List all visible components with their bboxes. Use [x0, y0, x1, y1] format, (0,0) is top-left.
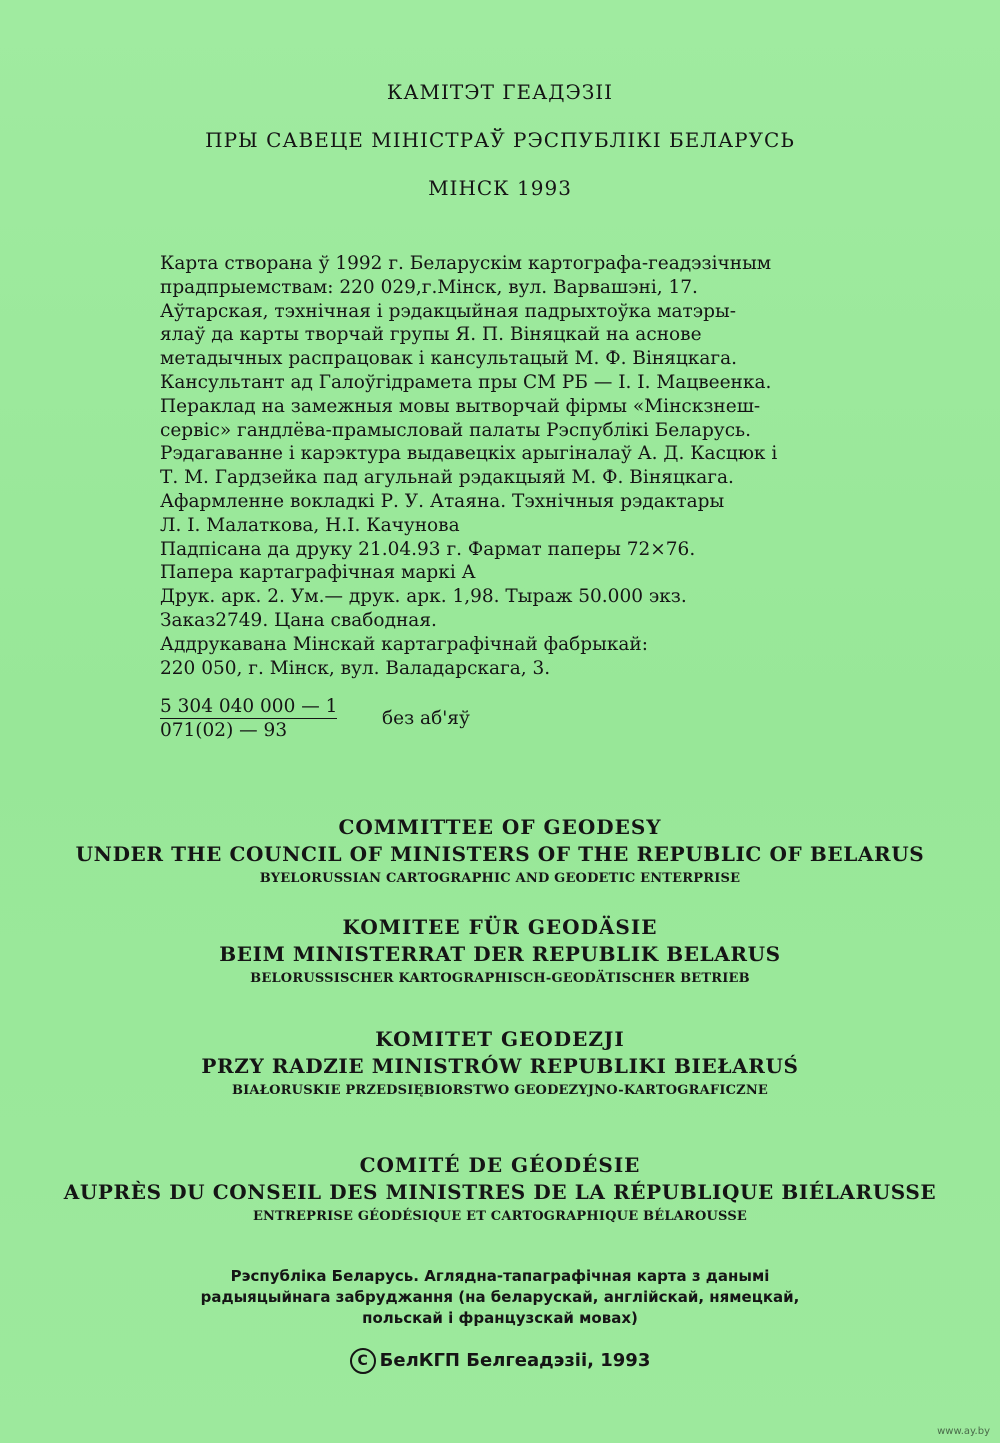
copyright-line [0, 1348, 1000, 1374]
catalog-index-fraction [160, 696, 470, 741]
german-block [0, 914, 1000, 990]
polish-subtitle: PRZY RADZIE MINISTRÓW REPUBLIKI BIEŁARUŚ [201, 1054, 799, 1078]
fraction-note: без аб'яў [382, 708, 470, 729]
imprint-line: Л. І. Малаткова, Н.І. Качунова [160, 514, 460, 536]
french-block [0, 1152, 1000, 1228]
imprint-line: Аўтарская, тэхнічная і рэдакцыйная падрыхтоўка матэры- [160, 300, 736, 322]
english-block [0, 814, 1000, 890]
imprint-line: Аддрукавана Мінскай картаграфічнай фабрыкай: [160, 633, 648, 655]
fraction-denominator: 071(02) — 93 [160, 720, 288, 741]
imprint-line: Афармленне вокладкі Р. У. Атаяна. Тэхнічныя рэдактары [160, 490, 725, 512]
fraction-numerator: 5 304 040 000 — 1 [160, 696, 338, 717]
imprint-line: Карта створана ў 1992 г. Беларускім картографа-геадэзічным [160, 253, 772, 274]
header-committee: КАМІТЭТ ГЕАДЭЗІІ [386, 80, 614, 104]
description-line: польскай і французскай мовах) [362, 1309, 638, 1327]
imprint-line: Падпісана да друку 21.04.93 г. Фармат паперы 72×76. [160, 538, 696, 560]
imprint-line: Рэдагаванне і карэктура выдавецкіх арыгіналаў А. Д. Касцюк і [160, 443, 778, 465]
french-title: COMITÉ DE GÉODÉSIE [359, 1153, 641, 1177]
imprint-line: Т. М. Гардзейка пад агульнай рэдакцыяй М. Ф. Віняцкага. [160, 467, 734, 489]
imprint-line: Кансультант ад Галоўгідрамета пры СМ РБ — І. І. Мацвеенка. [160, 371, 772, 393]
header-council: ПРЫ САВЕЦЕ МІНІСТРАЎ РЭСПУБЛІКІ БЕЛАРУСЬ [205, 128, 795, 152]
imprint-line: ялаў да карты творчай групы Я. П. Віняцкай на аснове [160, 324, 702, 346]
polish-block [0, 1026, 1000, 1102]
english-title: COMMITTEE OF GEODESY [338, 815, 662, 839]
map-description [0, 1266, 1000, 1329]
watermark-text: www.ay.by [937, 1426, 990, 1437]
imprint-line: прадпрыемствам: 220 029,г.Мінск, вул. Варвашэні, 17. [160, 276, 698, 298]
imprint-line: сервіс» гандлёва-прамысловай палаты Рэспублікі Беларусь. [160, 419, 752, 441]
imprint-line: Папера картаграфічная маркі А [160, 562, 476, 584]
imprint-line: метадычных распрацовак і кансультацый М. Ф. Віняцкага. [160, 348, 737, 370]
imprint-line: Заказ2749. Цана свабодная. [160, 609, 437, 631]
french-enterprise: ENTREPRISE GÉODÉSIQUE ET CARTOGRAPHIQUE BÉLAROUSSE [252, 1209, 748, 1224]
imprint-block [160, 252, 950, 680]
description-line: радыяцыйнага забруджання (на беларускай, англійскай, нямецкай, [200, 1288, 800, 1306]
french-subtitle: AUPRÈS DU CONSEIL DES MINISTRES DE LA RÉPUBLIQUE BIÉLARUSSE [63, 1180, 937, 1204]
english-subtitle: UNDER THE COUNCIL OF MINISTERS OF THE REPUBLIC OF BELARUS [75, 842, 925, 866]
copyright-text: БелКГП Белгеадэзіі, 1993 [379, 1350, 651, 1371]
german-subtitle: BEIM MINISTERRAT DER REPUBLIK BELARUS [219, 942, 781, 966]
copyright-icon: С [350, 1348, 376, 1374]
header-city-year: МІНСК 1993 [428, 176, 572, 200]
imprint-line: Друк. арк. 2. Ум.— друк. арк. 1,98. Тыраж 50.000 экз. [160, 586, 687, 608]
german-enterprise: BELORUSSISCHER KARTOGRAPHISCH-GEODÄTISCHER BETRIEB [250, 971, 750, 986]
polish-enterprise: BIAŁORUSKIE PRZEDSIĘBIORSTWO GEODEZYJNO-KARTOGRAFICZNE [231, 1083, 769, 1098]
polish-title: KOMITET GEODEZJI [375, 1027, 625, 1051]
german-title: KOMITEE FÜR GEODÄSIE [342, 915, 658, 939]
imprint-line: 220 050, г. Мінск, вул. Валадарскага, 3. [160, 657, 551, 679]
imprint-line: Пераклад на замежныя мовы вытворчай фірмы «Мінскзнеш- [160, 395, 761, 417]
description-line: Рэспубліка Беларусь. Аглядна-тапаграфічная карта з данымі [230, 1267, 770, 1285]
english-enterprise: BYELORUSSIAN CARTOGRAPHIC AND GEODETIC ENTERPRISE [259, 871, 741, 886]
